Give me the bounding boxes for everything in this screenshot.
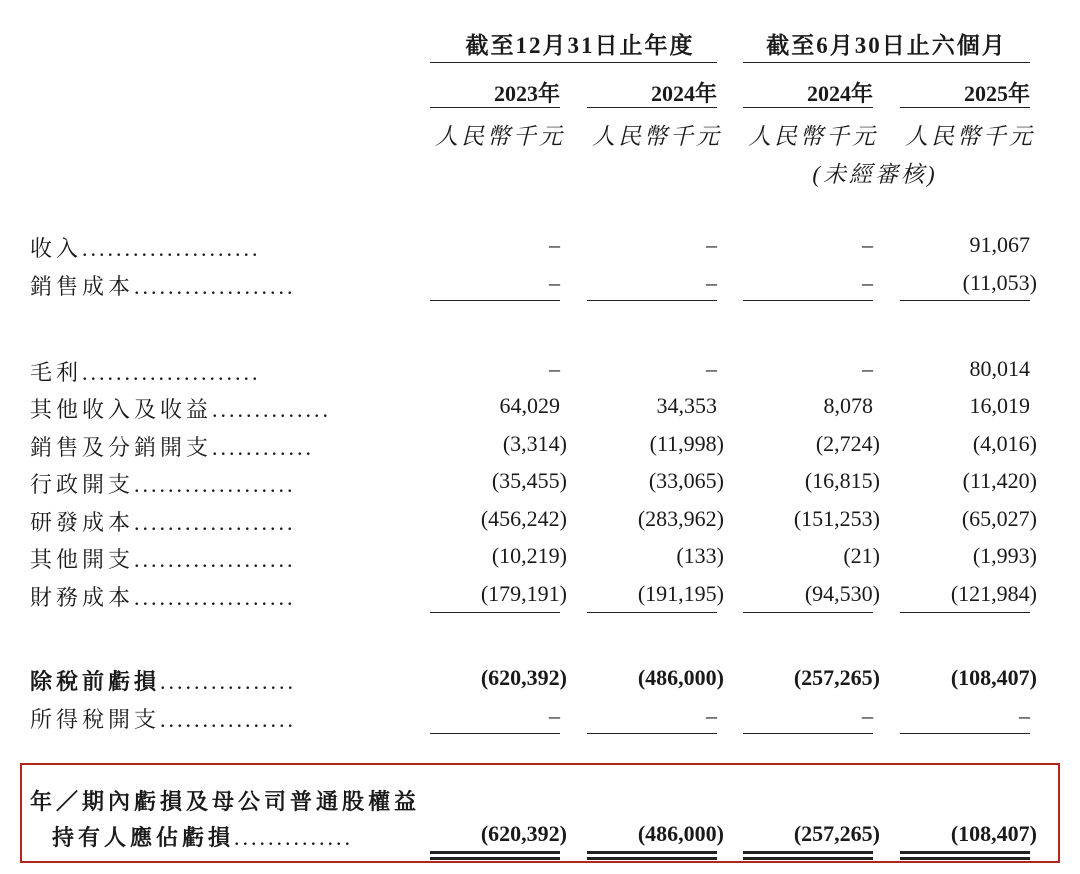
value-cell: – (706, 356, 717, 381)
subtotal-underline (587, 300, 717, 301)
total-double-underline (430, 851, 560, 860)
row-label-revenue: 收入..................... (30, 236, 261, 261)
header-group-year-end: 截至12月31日止年度 (465, 33, 695, 58)
value-cell: (35,455) (491, 468, 567, 493)
value-cell: (133) (676, 543, 724, 568)
total-label-line2: 持有人應佔虧損.............. (52, 825, 354, 850)
row-label-cost-of-sales: 銷售成本................... (30, 274, 296, 299)
year-underline-1 (430, 107, 560, 108)
subtotal-underline (430, 612, 560, 613)
total-double-underline (900, 851, 1030, 860)
value-cell: – (862, 703, 873, 728)
value-cell: (2,724) (815, 431, 880, 456)
unit-header-3: 人民幣千元 (748, 124, 878, 149)
row-label-loss-before-tax: 除稅前虧損................ (30, 669, 297, 694)
subtotal-underline (587, 733, 717, 734)
value-cell: (151,253) (793, 506, 880, 531)
row-label-admin-expenses: 行政開支................... (30, 472, 296, 497)
year-header-3: 2024年 (806, 81, 873, 106)
row-label-selling-expenses: 銷售及分銷開支............ (30, 435, 315, 460)
value-cell: (456,242) (480, 506, 567, 531)
value-cell: (11,998) (649, 431, 724, 456)
total-value-cell: (486,000) (637, 821, 724, 846)
value-cell: – (549, 270, 560, 295)
value-cell: (191,195) (637, 581, 724, 606)
value-cell: 34,353 (656, 393, 717, 418)
value-cell: – (862, 270, 873, 295)
value-cell: (121,984) (950, 581, 1037, 606)
value-cell: – (1019, 703, 1030, 728)
unit-header-2: 人民幣千元 (592, 124, 722, 149)
value-cell: – (549, 703, 560, 728)
value-cell: – (706, 703, 717, 728)
year-underline-2 (587, 107, 717, 108)
value-cell: – (862, 356, 873, 381)
value-cell: (10,219) (491, 543, 567, 568)
year-underline-4 (900, 107, 1030, 108)
value-cell: (33,065) (648, 468, 724, 493)
value-cell: (1,993) (972, 543, 1037, 568)
value-cell: 16,019 (969, 393, 1030, 418)
header-group-underline-2 (743, 62, 1030, 63)
row-label-other-expenses: 其他開支................... (30, 547, 296, 572)
subtotal-underline (743, 733, 873, 734)
value-cell: (3,314) (502, 431, 567, 456)
value-cell: (11,420) (962, 468, 1037, 493)
row-label-gross-profit: 毛利..................... (30, 360, 261, 385)
total-value-cell: (620,392) (480, 821, 567, 846)
year-header-2: 2024年 (650, 81, 717, 106)
year-header-1: 2023年 (493, 81, 560, 106)
row-label-finance-costs: 財務成本................... (30, 585, 296, 610)
value-cell: (486,000) (637, 665, 724, 690)
subtotal-underline (900, 300, 1030, 301)
subtotal-underline (430, 300, 560, 301)
value-cell: (94,530) (804, 581, 880, 606)
value-cell: 64,029 (499, 393, 560, 418)
year-underline-3 (743, 107, 873, 108)
value-cell: – (706, 232, 717, 257)
row-label-rd-costs: 研發成本................... (30, 510, 296, 535)
value-cell: – (549, 356, 560, 381)
value-cell: (4,016) (972, 431, 1037, 456)
subtotal-underline (900, 733, 1030, 734)
total-double-underline (743, 851, 873, 860)
subtotal-underline (743, 300, 873, 301)
row-label-other-income: 其他收入及收益.............. (30, 397, 332, 422)
value-cell: (21) (843, 543, 880, 568)
value-cell: 8,078 (823, 393, 873, 418)
value-cell: – (549, 232, 560, 257)
total-label-line1: 年／期內虧損及母公司普通股權益 (30, 789, 421, 814)
value-cell: (257,265) (793, 665, 880, 690)
value-cell: (11,053) (962, 270, 1037, 295)
header-group-six-months: 截至6月30日止六個月 (766, 33, 1007, 58)
year-header-4: 2025年 (963, 81, 1030, 106)
row-label-income-tax: 所得稅開支................ (30, 707, 297, 732)
value-cell: (283,962) (637, 506, 724, 531)
total-value-cell: (257,265) (793, 821, 880, 846)
value-cell: 80,014 (969, 356, 1030, 381)
subtotal-underline (900, 612, 1030, 613)
subtotal-underline (587, 612, 717, 613)
unit-header-4: 人民幣千元 (905, 124, 1035, 149)
value-cell: (179,191) (480, 581, 567, 606)
value-cell: (108,407) (950, 665, 1037, 690)
unit-header-1: 人民幣千元 (435, 124, 565, 149)
value-cell: (620,392) (480, 665, 567, 690)
header-group-underline-1 (430, 62, 717, 63)
value-cell: 91,067 (969, 232, 1030, 257)
unaudited-note: (未經審核) (812, 162, 938, 187)
total-value-cell: (108,407) (950, 821, 1037, 846)
subtotal-underline (743, 612, 873, 613)
value-cell: – (706, 270, 717, 295)
value-cell: (65,027) (961, 506, 1037, 531)
subtotal-underline (430, 733, 560, 734)
value-cell: – (862, 232, 873, 257)
total-double-underline (587, 851, 717, 860)
value-cell: (16,815) (804, 468, 880, 493)
